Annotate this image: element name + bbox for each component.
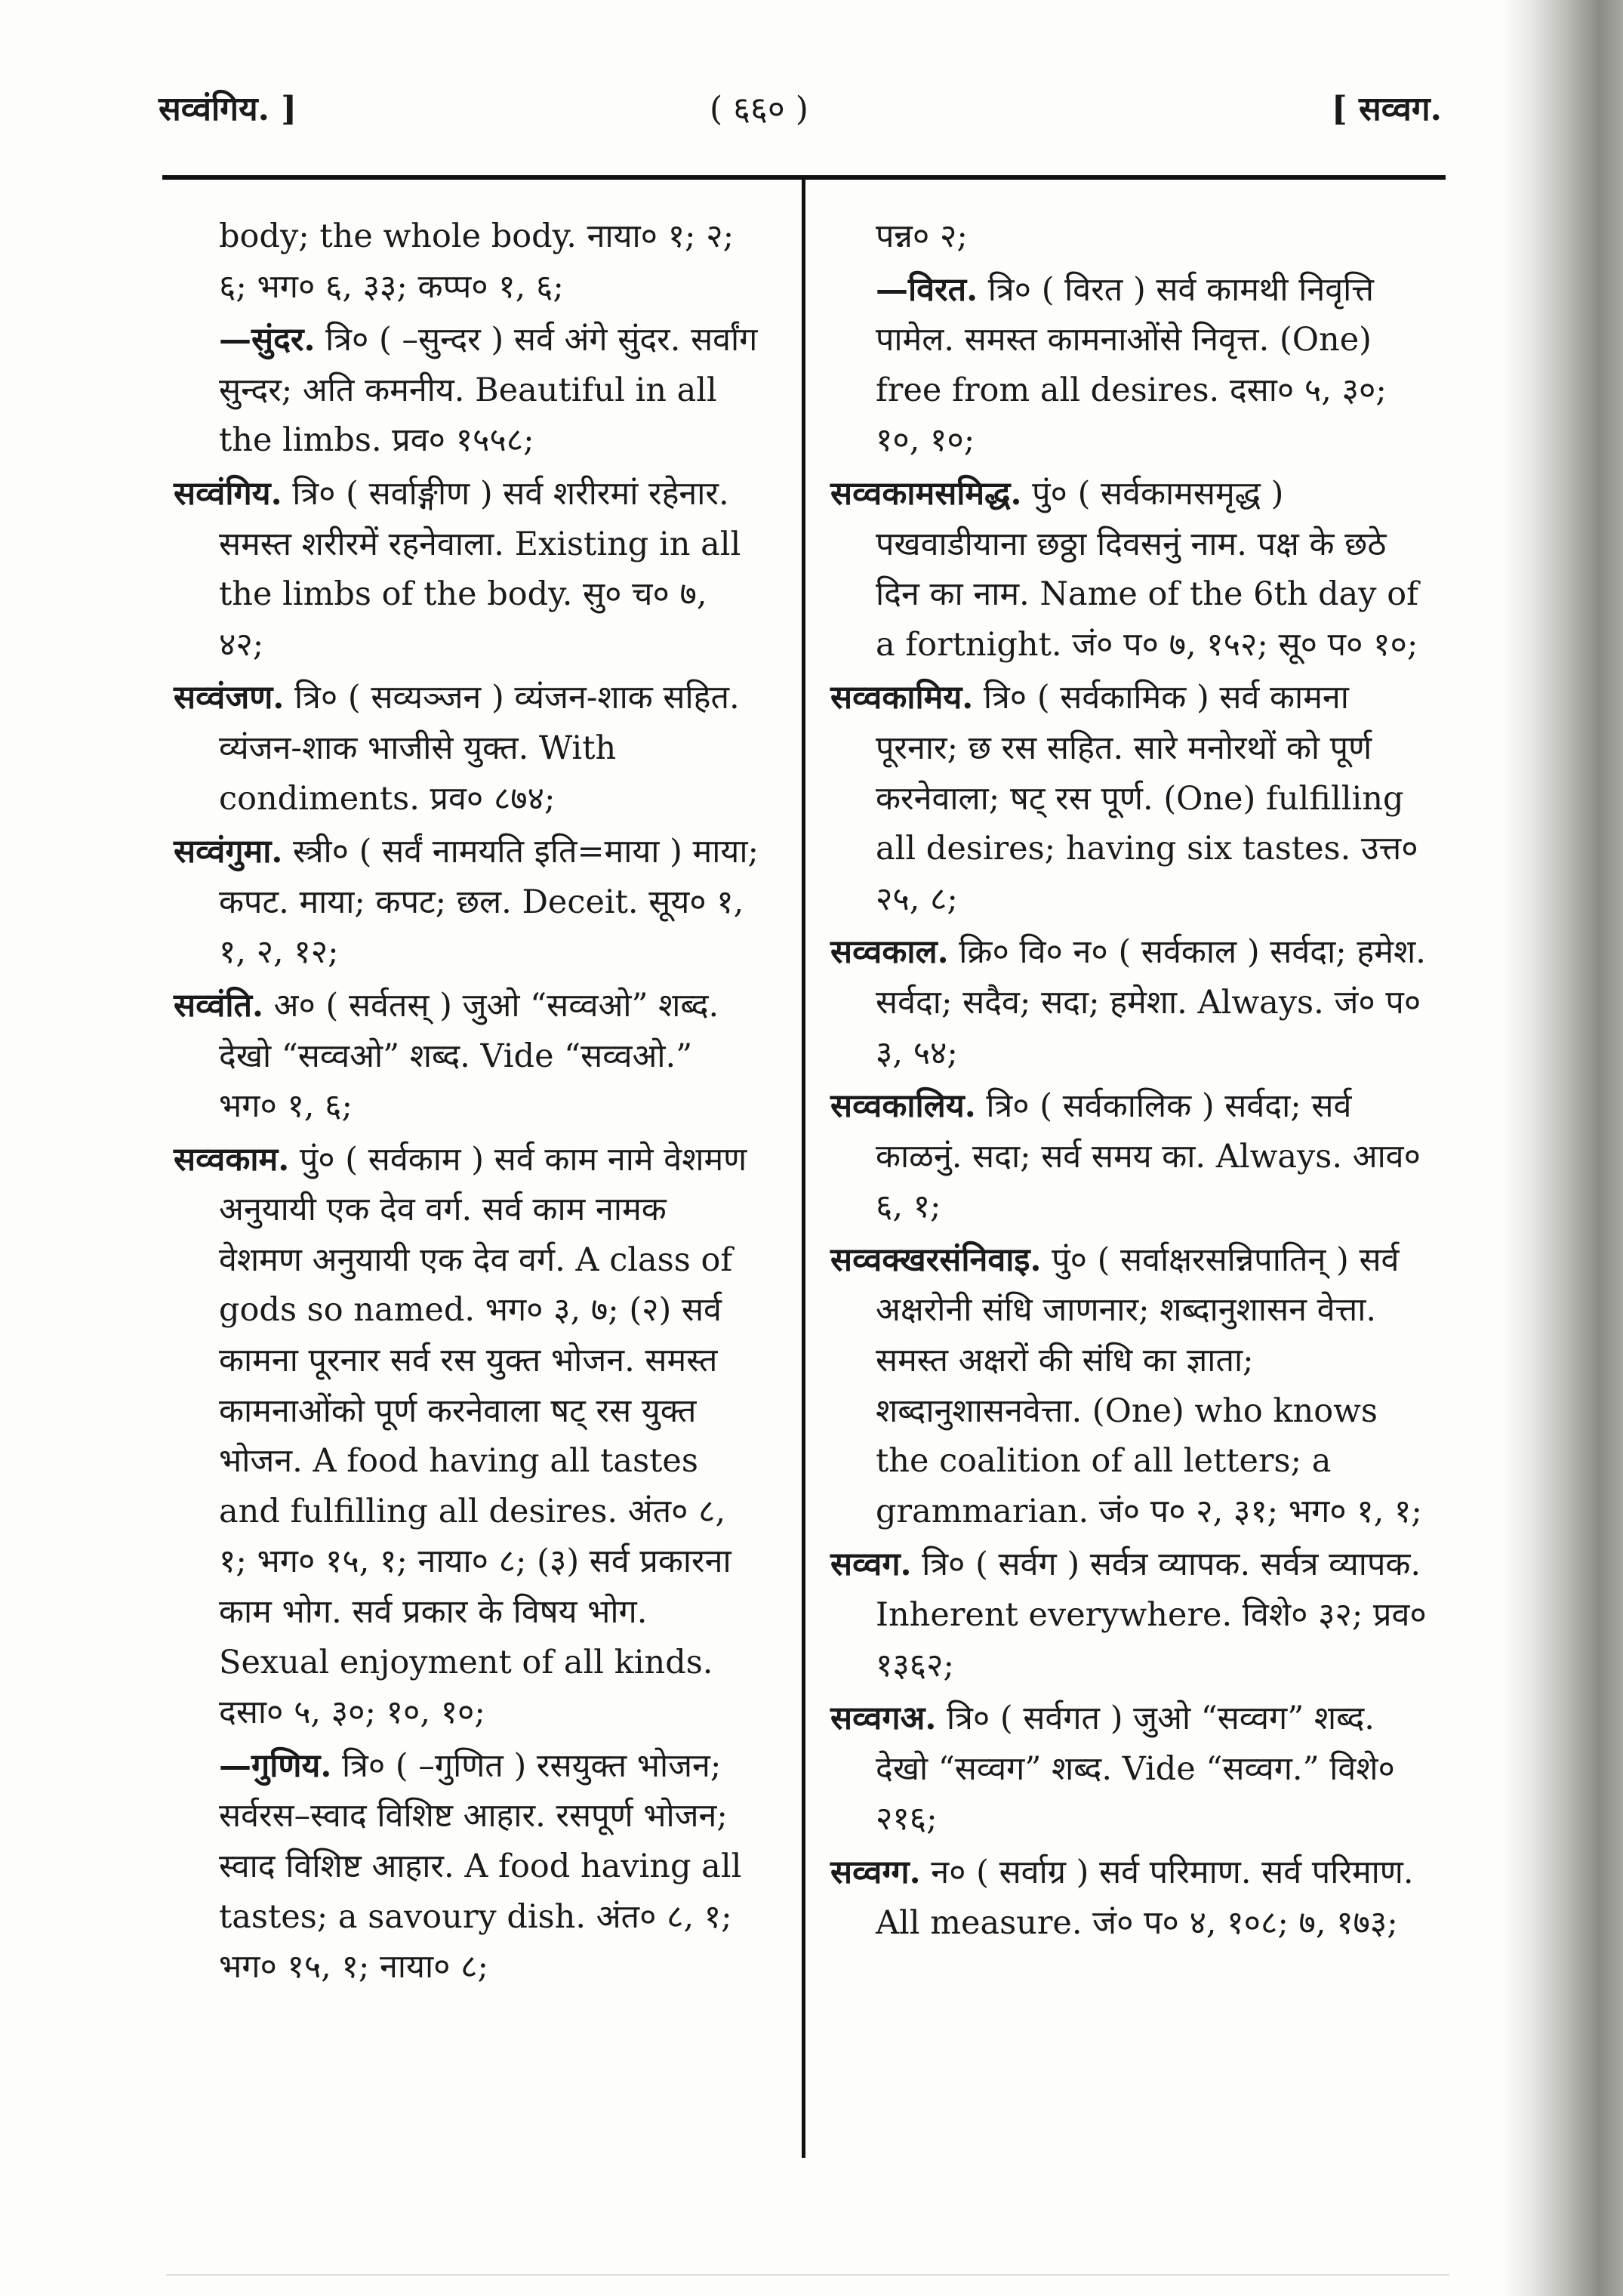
entry-definition: त्रि० ( –गुणित ) रसयुक्त भोजन; सर्वरस–स्वाद विशिष्ट आहार. रसपूर्ण भोजन; स्वाद विशिष्ट आहार. A food having all tastes; a savoury dish. अंत० ८, १; भग० १५, १; नाया० ८; — [219, 1746, 742, 1986]
page-header — [159, 85, 1442, 137]
dictionary-entry — [830, 1081, 1427, 1232]
entry-definition: body; the whole body. नाया० १; २; ६; भग० ६, ३३; कप्प० १, ६; — [219, 217, 735, 306]
entry-headword: —सुंदर. — [219, 321, 316, 359]
entry-definition: न० ( सर्वाग्र ) सर्व परिमाण. सर्व परिमाण. All measure. जं० प० ४, १०८; ७, १७३; — [876, 1854, 1414, 1942]
dictionary-entry — [830, 673, 1427, 924]
dictionary-entry — [830, 927, 1427, 1078]
dictionary-entry — [830, 265, 1427, 466]
dictionary-entry — [174, 211, 759, 312]
dictionary-entry — [174, 1741, 759, 1992]
entry-definition: त्रि० ( सव्यञ्जन ) व्यंजन-शाक सहित. व्यंजन-शाक भाजीसे युक्त. With condiments. प्रव० ८७४; — [219, 679, 740, 818]
entry-definition: त्रि० ( सर्वकालिक ) सर्वदा; सर्व काळनुं. सदा; सर्व समय का. Always. आव० ६, १; — [876, 1087, 1421, 1226]
dictionary-entry — [830, 1693, 1427, 1845]
right-column — [830, 211, 1427, 1951]
dictionary-entry — [830, 211, 1427, 262]
dictionary-entry — [830, 1235, 1427, 1537]
dictionary-entry — [174, 827, 759, 978]
entry-headword: सव्वग्ग. — [830, 1854, 921, 1891]
entry-definition: स्त्री० ( सर्वं नामयति इति=माया ) माया; कपट. माया; कपट; छल. Deceit. सूय० १, १, २, १२; — [219, 833, 759, 972]
entry-definition: त्रि० ( विरत ) सर्व कामथी निवृत्ति पामेल. समस्त कामनाओंसे निवृत्त. (One) free from all desires. दसा० ५, ३०; १०, १०; — [876, 270, 1387, 460]
header-right-guideword: [ सव्वग. — [1331, 90, 1442, 128]
entry-headword: —विरत. — [876, 270, 978, 309]
entry-definition: क्रि० वि० न० ( सर्वकाल ) सर्वदा; हमेश. सर्वदा; सदैव; सदा; हमेशा. Always. जं० प० ३, ५४; — [876, 933, 1426, 1072]
column-divider — [802, 180, 805, 2158]
entry-definition: पुं० ( सर्वकाम ) सर्व काम नामे वेशमण अनुयायी एक देव वर्ग. सर्व काम नामक वेशमण अनुयायी एक देव वर्ग. A class of gods so named. भग० ३, ७; (२) सर्व कामना पूरनार सर्व रस युक्त भोजन. समस्त कामनाओंको पूर्ण करनेवाला षट् रस युक्त भोजन. A food having all tastes and fulfilling all desires. अंत० ८, १; भग० १५, १; नाया० ८; (३) सर्व प्रकारना काम भोग. सर्व प्रकार के विषय भोग. Sexual enjoyment of all kinds. दसा० ५, ३०; १०, १०; — [219, 1140, 747, 1732]
entry-headword: सव्वगअ. — [830, 1700, 937, 1738]
entry-definition: पन्न० २; — [876, 217, 968, 255]
header-left-guideword: सव्वंगिय. ] — [159, 90, 297, 128]
entry-headword: सव्वकाम. — [174, 1140, 290, 1179]
entry-headword: सव्वकामिय. — [830, 679, 974, 717]
entry-headword: —गुणिय. — [219, 1746, 332, 1785]
dictionary-entry — [830, 1848, 1427, 1948]
entry-definition: त्रि० ( सर्वकामिक ) सर्व कामना पूरनार; छ रस सहित. सारे मनोरथों को पूर्ण करनेवाला; षट् रस पूर्ण. (One) fulfilling all desires; having six tastes. उत्त० २५, ८; — [876, 679, 1418, 918]
entry-headword: सव्वग. — [830, 1546, 912, 1584]
entry-headword: सव्वकाल. — [830, 933, 949, 972]
entry-headword: सव्वंजण. — [174, 679, 285, 717]
entry-definition: त्रि० ( –सुन्दर ) सर्व अंगे सुंदर. सर्वांग सुन्दर; अति कमनीय. Beautiful in all the limbs. प्रव० १५५८; — [219, 321, 758, 460]
entry-headword: सव्वक्खरसंनिवाइ. — [830, 1240, 1042, 1279]
entry-definition: पुं० ( सर्वकामसमृद्ध ) पखवाडीयाना छठ्ठा दिवसनुं नाम. पक्ष के छठे दिन का नाम. Name of the 6th day of a fortnight. जं० प० ७, १५२; सू० प० १०; — [876, 474, 1419, 664]
entry-definition: त्रि० ( सर्वगत ) जुओ “सव्वग” शब्द. देखो “सव्वग” शब्द. Vide “सव्वग.” विशे० २१६; — [876, 1700, 1395, 1838]
scan-edge-shadow — [1502, 0, 1623, 2296]
dictionary-entry — [830, 1539, 1427, 1690]
entry-definition: पुं० ( सर्वाक्षरसन्निपातिन् ) सर्व अक्षरोनी संधि जाणनार; शब्दानुशासन वेत्ता. समस्त अक्षरों की संधि का ज्ञाता; शब्दानुशासनवेत्ता. (One) who knows the coalition of all letters; a grammarian. जं० प० २, ३१; भग० १, १; — [876, 1240, 1422, 1530]
dictionary-entry — [174, 981, 759, 1132]
dictionary-entry — [174, 1135, 759, 1738]
bottom-edge — [166, 2274, 1449, 2276]
dictionary-entry — [174, 673, 759, 824]
entry-headword: सव्वकालिय. — [830, 1087, 976, 1126]
entry-headword: सव्वकामसमिद्ध. — [830, 474, 1022, 513]
dictionary-entry — [174, 469, 759, 670]
entry-headword: सव्वंति. — [174, 986, 263, 1025]
entry-headword: सव्वंगुमा. — [174, 833, 283, 871]
left-column — [174, 211, 759, 1996]
page-number: ( ६६० ) — [710, 90, 808, 128]
entry-definition: अ० ( सर्वतस् ) जुओ “सव्वओ” शब्द. देखो “सव्वओ” शब्द. Vide “सव्वओ.” भग० १, ६; — [219, 986, 719, 1126]
dictionary-entry — [830, 469, 1427, 670]
entry-headword: सव्वंगिय. — [174, 474, 282, 513]
entry-definition: त्रि० ( सर्वग ) सर्वत्र व्यापक. सर्वत्र व्यापक. Inherent everywhere. विशे० ३२; प्रव० १३६२; — [876, 1546, 1427, 1684]
dictionary-entry — [174, 315, 759, 466]
entry-definition: त्रि० ( सर्वाङ्गीण ) सर्व शरीरमां रहेनार. समस्त शरीरमें रहनेवाला. Existing in all the limbs of the body. सु० च० ७, ४२; — [219, 474, 741, 664]
